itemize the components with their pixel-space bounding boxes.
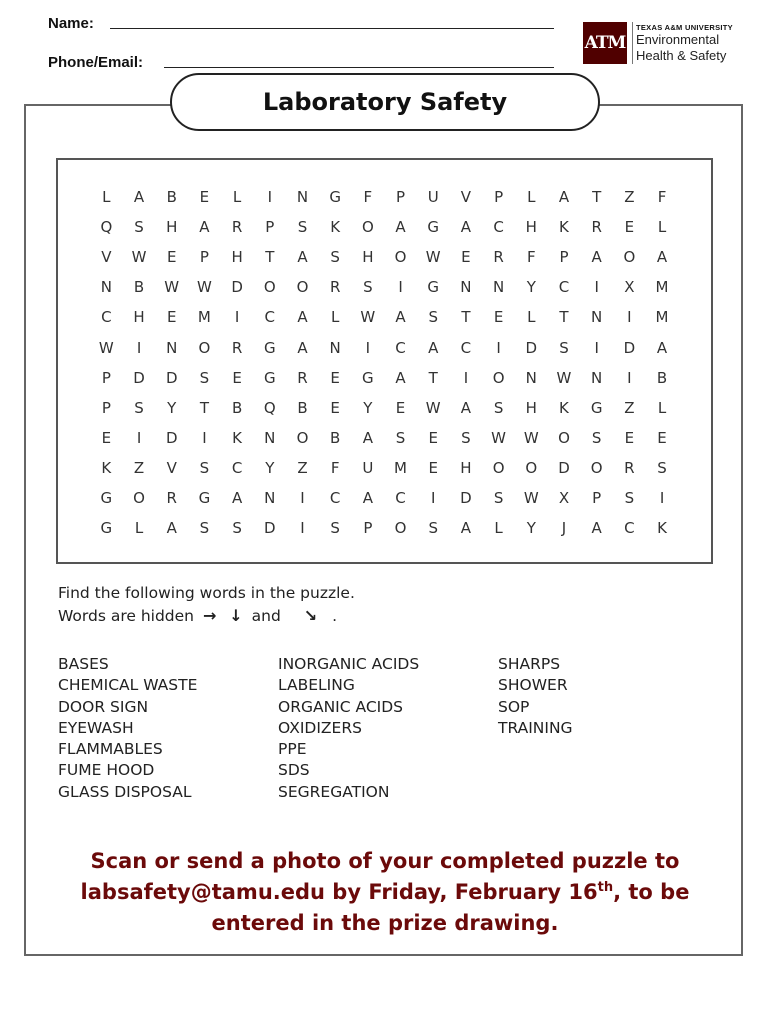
grid-letter[interactable]: Z (624, 398, 635, 417)
grid-letter[interactable]: A (297, 308, 308, 327)
grid-letter[interactable]: N (100, 278, 112, 297)
grid-letter[interactable]: E (232, 368, 242, 387)
grid-letter[interactable]: O (394, 519, 407, 538)
grid-letter[interactable]: G (100, 489, 113, 507)
grid-letter[interactable]: I (136, 338, 142, 357)
grid-letter[interactable]: G (100, 519, 113, 538)
grid-letter[interactable]: I (431, 489, 436, 507)
grid-row (90, 369, 678, 399)
grid-letter[interactable]: W (491, 428, 507, 447)
grid-letter[interactable]: I (234, 308, 240, 327)
grid-letter[interactable]: C (395, 489, 406, 507)
grid-letter[interactable]: E (101, 428, 112, 447)
word-item: FLAMMABLES (58, 740, 163, 759)
grid-letter[interactable]: B (133, 278, 145, 297)
grid-letter[interactable]: N (525, 368, 537, 387)
grid-letter[interactable]: W (523, 428, 539, 447)
grid-letter[interactable]: A (558, 188, 570, 206)
grid-letter[interactable]: D (525, 338, 538, 357)
word-item: BASES (58, 655, 109, 673)
grid-letter[interactable]: S (461, 428, 471, 447)
cta-line-1: Scan or send a photo of your completed puzzle to (90, 849, 680, 873)
grid-row (90, 399, 678, 429)
grid-letter[interactable]: N (166, 338, 178, 357)
grid-letter[interactable]: C (329, 489, 341, 507)
grid-row (90, 218, 678, 248)
grid-letter[interactable]: E (657, 428, 667, 447)
grid-letter[interactable]: C (101, 308, 112, 327)
grid-letter[interactable]: O (558, 428, 570, 447)
name-field[interactable] (48, 15, 94, 32)
grid-letter[interactable]: F (657, 188, 667, 206)
grid-letter[interactable]: I (202, 428, 207, 447)
grid-letter[interactable]: B (231, 398, 243, 417)
word-item: INORGANIC ACIDS (278, 655, 420, 673)
grid-letter[interactable]: E (461, 248, 471, 267)
grid-letter[interactable]: L (134, 519, 144, 538)
grid-letter[interactable]: D (165, 428, 178, 447)
grid-letter[interactable]: I (594, 338, 599, 357)
grid-letter[interactable]: A (460, 398, 472, 417)
grid-letter[interactable]: E (624, 218, 635, 237)
grid-letter[interactable]: V (166, 458, 177, 477)
word-item: LABELING (278, 676, 355, 695)
grid-letter[interactable]: G (263, 338, 276, 357)
grid-letter[interactable]: G (329, 188, 341, 206)
grid-letter[interactable]: A (395, 368, 406, 387)
grid-letter[interactable]: A (460, 218, 472, 237)
grid-letter[interactable]: D (623, 338, 636, 357)
instructions-prefix: Words are hidden (58, 607, 195, 625)
grid-letter[interactable]: P (494, 188, 504, 206)
grid-letter[interactable]: O (361, 218, 374, 237)
grid-letter[interactable]: K (101, 458, 112, 477)
grid-letter[interactable]: R (297, 368, 308, 387)
grid-letter[interactable]: Y (526, 519, 536, 538)
grid-letter[interactable]: Y (265, 458, 275, 477)
grid-letter[interactable]: S (363, 278, 373, 297)
grid-letter[interactable]: D (133, 368, 145, 387)
grid-letter[interactable]: K (559, 398, 569, 417)
grid-letter[interactable]: H (362, 248, 374, 267)
grid-letter[interactable]: R (591, 218, 602, 237)
grid-letter[interactable]: A (231, 489, 243, 507)
grid-letter[interactable]: S (199, 458, 210, 477)
grid-letter[interactable]: O (525, 458, 538, 477)
grid-letter[interactable]: N (492, 278, 505, 297)
grid-letter[interactable]: P (101, 368, 111, 387)
grid-letter[interactable]: R (329, 278, 341, 297)
grid-letter[interactable]: R (493, 248, 504, 267)
grid-letter[interactable]: W (425, 248, 441, 267)
grid-letter[interactable]: N (591, 368, 603, 387)
grid-letter[interactable]: K (232, 428, 243, 447)
grid-letter[interactable]: P (592, 489, 602, 507)
grid-letter[interactable]: S (134, 398, 144, 417)
grid-row (90, 519, 678, 549)
arrow-diagonal-icon: ↘ (303, 606, 318, 625)
grid-letter[interactable]: S (428, 308, 438, 327)
grid-letter[interactable]: R (624, 458, 635, 477)
grid-letter[interactable]: V (460, 188, 472, 206)
grid-letter[interactable]: G (362, 368, 374, 387)
grid-letter[interactable]: T (428, 368, 438, 387)
cta-line-2-end: , to be (613, 880, 690, 904)
grid-letter[interactable]: Z (624, 188, 635, 206)
grid-letter[interactable]: M (197, 308, 211, 327)
grid-letter[interactable]: G (198, 489, 211, 507)
grid-letter[interactable]: N (264, 489, 276, 507)
grid-letter[interactable]: N (296, 188, 309, 206)
instructions-line-2 (58, 606, 337, 625)
grid-letter[interactable]: A (591, 248, 602, 267)
grid-letter[interactable]: W (523, 489, 539, 507)
grid-letter[interactable]: S (493, 489, 504, 507)
grid-letter[interactable]: B (330, 428, 341, 447)
phone-email-label: Phone/Email: (48, 54, 144, 71)
grid-letter[interactable]: P (559, 248, 569, 267)
cta-line-2 (40, 877, 730, 908)
grid-letter[interactable]: L (527, 188, 536, 206)
grid-letter[interactable]: S (199, 368, 210, 387)
grid-letter[interactable]: L (330, 308, 340, 327)
atm-logo-mark (583, 22, 627, 64)
grid-letter[interactable]: T (265, 248, 275, 267)
grid-letter[interactable]: P (199, 248, 209, 267)
grid-letter[interactable]: A (166, 519, 177, 538)
grid-letter[interactable]: K (330, 218, 341, 237)
grid-letter[interactable]: Q (263, 398, 276, 417)
grid-letter[interactable]: C (264, 308, 276, 327)
grid-letter[interactable]: B (656, 368, 668, 387)
grid-letter[interactable]: M (655, 308, 669, 327)
page-title: Laboratory Safety (262, 88, 508, 116)
tamu-ehs-logo (583, 22, 753, 66)
grid-letter[interactable]: O (492, 458, 505, 477)
grid-letter[interactable]: I (627, 308, 632, 327)
grid-letter[interactable]: N (460, 278, 472, 297)
grid-letter[interactable]: S (591, 428, 602, 447)
phone-email-underline[interactable] (164, 67, 554, 68)
grid-letter[interactable]: I (365, 338, 371, 357)
grid-letter[interactable]: O (198, 338, 211, 357)
grid-letter[interactable]: F (363, 188, 373, 206)
grid-letter[interactable]: J (561, 519, 567, 538)
grid-letter[interactable]: H (133, 308, 145, 327)
grid-letter[interactable]: A (656, 248, 668, 267)
grid-letter[interactable]: H (460, 458, 472, 477)
grid-letter[interactable]: E (166, 308, 177, 327)
grid-row (90, 188, 678, 218)
grid-letter[interactable]: B (166, 188, 177, 206)
word-item: OXIDIZERS (278, 718, 362, 737)
grid-letter[interactable]: L (527, 308, 536, 327)
grid-letter[interactable]: P (265, 218, 275, 237)
submission-call-to-action (40, 846, 730, 939)
grid-letter[interactable]: C (460, 338, 472, 357)
grid-letter[interactable]: I (398, 278, 403, 297)
grid-letter[interactable]: E (428, 428, 438, 447)
grid-letter[interactable]: G (427, 218, 440, 237)
grid-letter[interactable]: S (428, 519, 438, 538)
word-item: PPE (278, 740, 307, 759)
phone-email-field[interactable] (48, 54, 143, 71)
grid-letter[interactable]: A (656, 338, 668, 357)
grid-letter[interactable]: D (165, 368, 178, 387)
grid-letter[interactable]: Y (167, 398, 177, 417)
logo-environmental: Environmental (636, 32, 720, 47)
grid-letter[interactable]: D (460, 489, 472, 507)
grid-letter[interactable]: O (296, 428, 309, 447)
logo-mark-text: ATM (584, 33, 626, 53)
arrow-right-icon: → (202, 606, 217, 625)
grid-letter[interactable]: P (396, 188, 406, 206)
arrow-down-icon: ↓ (229, 606, 243, 625)
grid-letter[interactable]: A (395, 308, 406, 327)
grid-row (90, 278, 678, 308)
word-item: EYEWASH (58, 718, 134, 737)
grid-letter[interactable]: E (428, 458, 438, 477)
grid-letter[interactable]: A (362, 489, 373, 507)
word-list-column-3 (498, 654, 573, 739)
grid-letter[interactable]: C (493, 218, 504, 237)
grid-letter[interactable]: O (590, 458, 603, 477)
grid-letter[interactable]: E (493, 308, 504, 327)
grid-letter[interactable]: L (657, 218, 667, 237)
logo-divider (632, 22, 633, 64)
logo-health-safety: Health & Safety (636, 48, 727, 63)
grid-letter[interactable]: I (659, 489, 665, 507)
grid-letter[interactable]: I (300, 519, 305, 538)
cta-line-2-main: labsafety@tamu.edu by Friday, February 16 (80, 880, 598, 904)
word-item: SEGREGATION (278, 782, 390, 801)
grid-letter[interactable]: A (460, 519, 472, 538)
grid-letter[interactable]: S (493, 398, 504, 417)
grid-letter[interactable]: S (134, 218, 144, 237)
grid-letter[interactable]: L (102, 188, 111, 206)
word-list-column-1 (58, 654, 197, 803)
grid-letter[interactable]: S (199, 519, 210, 538)
word-item: DOOR SIGN (58, 697, 149, 716)
grid-letter[interactable]: O (492, 368, 505, 387)
grid-letter[interactable]: O (296, 278, 309, 297)
grid-letter[interactable]: K (657, 519, 667, 538)
grid-letter[interactable]: P (363, 519, 373, 538)
grid-letter[interactable]: O (133, 489, 145, 507)
grid-letter[interactable]: A (591, 519, 602, 538)
grid-letter[interactable]: F (526, 248, 536, 267)
grid-letter[interactable]: A (297, 338, 308, 357)
word-item: SHOWER (498, 676, 568, 695)
logo-university: TEXAS A&M UNIVERSITY (636, 23, 733, 32)
grid-letter[interactable]: E (199, 188, 210, 206)
grid-letter[interactable]: I (594, 278, 599, 297)
word-item: SOP (498, 697, 530, 716)
grid-letter[interactable]: B (297, 398, 308, 417)
word-item: ORGANIC ACIDS (278, 697, 403, 716)
grid-letter[interactable]: L (494, 519, 503, 538)
grid-letter[interactable]: S (232, 519, 242, 538)
grid-letter[interactable]: H (525, 398, 537, 417)
grid-letter[interactable]: U (427, 188, 439, 206)
grid-letter[interactable]: S (330, 519, 340, 538)
grid-letter[interactable]: E (330, 368, 340, 387)
grid-letter[interactable]: S (657, 458, 667, 477)
grid-letter[interactable]: R (166, 489, 177, 507)
grid-letter[interactable]: K (559, 218, 569, 237)
grid-letter[interactable]: O (623, 248, 636, 267)
grid-letter[interactable]: W (425, 398, 441, 417)
grid-letter[interactable]: T (559, 308, 569, 327)
grid-letter[interactable]: Z (133, 458, 145, 477)
grid-letter[interactable]: O (394, 248, 407, 267)
word-item: GLASS DISPOSAL (58, 782, 192, 801)
grid-letter[interactable]: E (624, 428, 635, 447)
grid-letter[interactable]: R (231, 338, 243, 357)
instructions-and: and (251, 607, 281, 625)
grid-letter[interactable]: U (362, 458, 374, 477)
grid-letter[interactable]: H (525, 218, 537, 237)
grid-row (90, 429, 678, 459)
grid-letter[interactable]: D (264, 519, 276, 538)
name-underline[interactable] (110, 28, 554, 29)
grid-row (90, 489, 678, 519)
grid-letter[interactable]: W (196, 278, 212, 297)
grid-letter[interactable]: N (591, 308, 603, 327)
grid-letter[interactable]: A (297, 248, 308, 267)
grid-letter[interactable]: A (133, 188, 145, 206)
name-label: Name: (48, 15, 94, 32)
grid-letter[interactable]: T (461, 308, 471, 327)
grid-letter[interactable]: F (330, 458, 340, 477)
grid-letter[interactable]: I (627, 368, 632, 387)
grid-letter[interactable]: E (395, 398, 406, 417)
grid-letter[interactable]: P (101, 398, 111, 417)
grid-letter[interactable]: W (164, 278, 180, 297)
grid-letter[interactable]: I (267, 188, 272, 206)
grid-letter[interactable]: V (101, 248, 112, 267)
word-item: SDS (278, 761, 310, 780)
grid-letter[interactable]: T (592, 188, 602, 206)
grid-letter[interactable]: I (300, 489, 305, 507)
grid-letter[interactable]: W (131, 248, 147, 267)
grid-letter[interactable]: C (231, 458, 243, 477)
word-item: TRAINING (498, 718, 573, 737)
word-list-column-2 (278, 654, 419, 803)
grid-letter[interactable]: Z (297, 458, 308, 477)
grid-letter[interactable]: S (395, 428, 406, 447)
grid-row (90, 339, 678, 369)
grid-letter[interactable]: C (395, 338, 406, 357)
title-banner (170, 73, 600, 131)
grid-letter[interactable]: I (136, 428, 142, 447)
grid-letter[interactable]: G (590, 398, 603, 417)
grid-letter[interactable]: S (559, 338, 569, 357)
grid-letter[interactable]: L (232, 188, 242, 206)
word-item: CHEMICAL WASTE (58, 676, 198, 695)
instructions-period: . (332, 607, 338, 625)
grid-letter[interactable]: O (263, 278, 276, 297)
grid-letter[interactable]: G (427, 278, 440, 297)
grid-letter[interactable]: N (329, 338, 341, 357)
grid-letter[interactable]: X (624, 278, 635, 297)
grid-letter[interactable]: A (428, 338, 439, 357)
grid-letter[interactable]: R (231, 218, 243, 237)
grid-letter[interactable]: M (655, 278, 669, 297)
grid-letter[interactable]: I (496, 338, 501, 357)
grid-letter[interactable]: G (263, 368, 276, 387)
grid-letter[interactable]: A (395, 218, 406, 237)
grid-letter[interactable]: S (624, 489, 635, 507)
grid-row (90, 248, 678, 278)
grid-letter[interactable]: N (264, 428, 276, 447)
grid-letter[interactable]: L (657, 398, 667, 417)
grid-letter[interactable]: D (558, 458, 570, 477)
grid-letter[interactable]: T (199, 398, 209, 417)
grid-letter[interactable]: S (330, 248, 340, 267)
grid-letter[interactable]: A (199, 218, 210, 237)
word-item: FUME HOOD (58, 761, 155, 780)
grid-letter[interactable]: H (166, 218, 178, 237)
instructions-line-1: Find the following words in the puzzle. (58, 584, 355, 602)
grid-letter[interactable]: X (558, 489, 570, 507)
cta-ordinal-suffix: th (597, 880, 614, 895)
grid-letter[interactable]: D (231, 278, 243, 297)
grid-letter[interactable]: Q (100, 218, 113, 237)
grid-letter[interactable]: H (231, 248, 243, 267)
grid-letter[interactable]: W (98, 338, 114, 357)
grid-letter[interactable]: M (394, 458, 407, 477)
grid-letter[interactable]: A (362, 428, 373, 447)
grid-row (90, 308, 678, 338)
grid-row (90, 459, 678, 489)
grid-letter[interactable]: Y (363, 398, 373, 417)
grid-letter[interactable]: Y (526, 278, 536, 297)
grid-letter[interactable]: W (360, 308, 376, 327)
grid-letter[interactable]: W (556, 368, 572, 387)
grid-letter[interactable]: E (166, 248, 177, 267)
grid-letter[interactable]: C (558, 278, 570, 297)
grid-letter[interactable]: C (624, 519, 635, 538)
grid-letter[interactable]: E (330, 398, 340, 417)
word-item: SHARPS (498, 655, 561, 673)
cta-line-3: entered in the prize drawing. (211, 911, 559, 935)
grid-letter[interactable]: S (297, 218, 308, 237)
grid-letter[interactable]: I (463, 368, 469, 387)
